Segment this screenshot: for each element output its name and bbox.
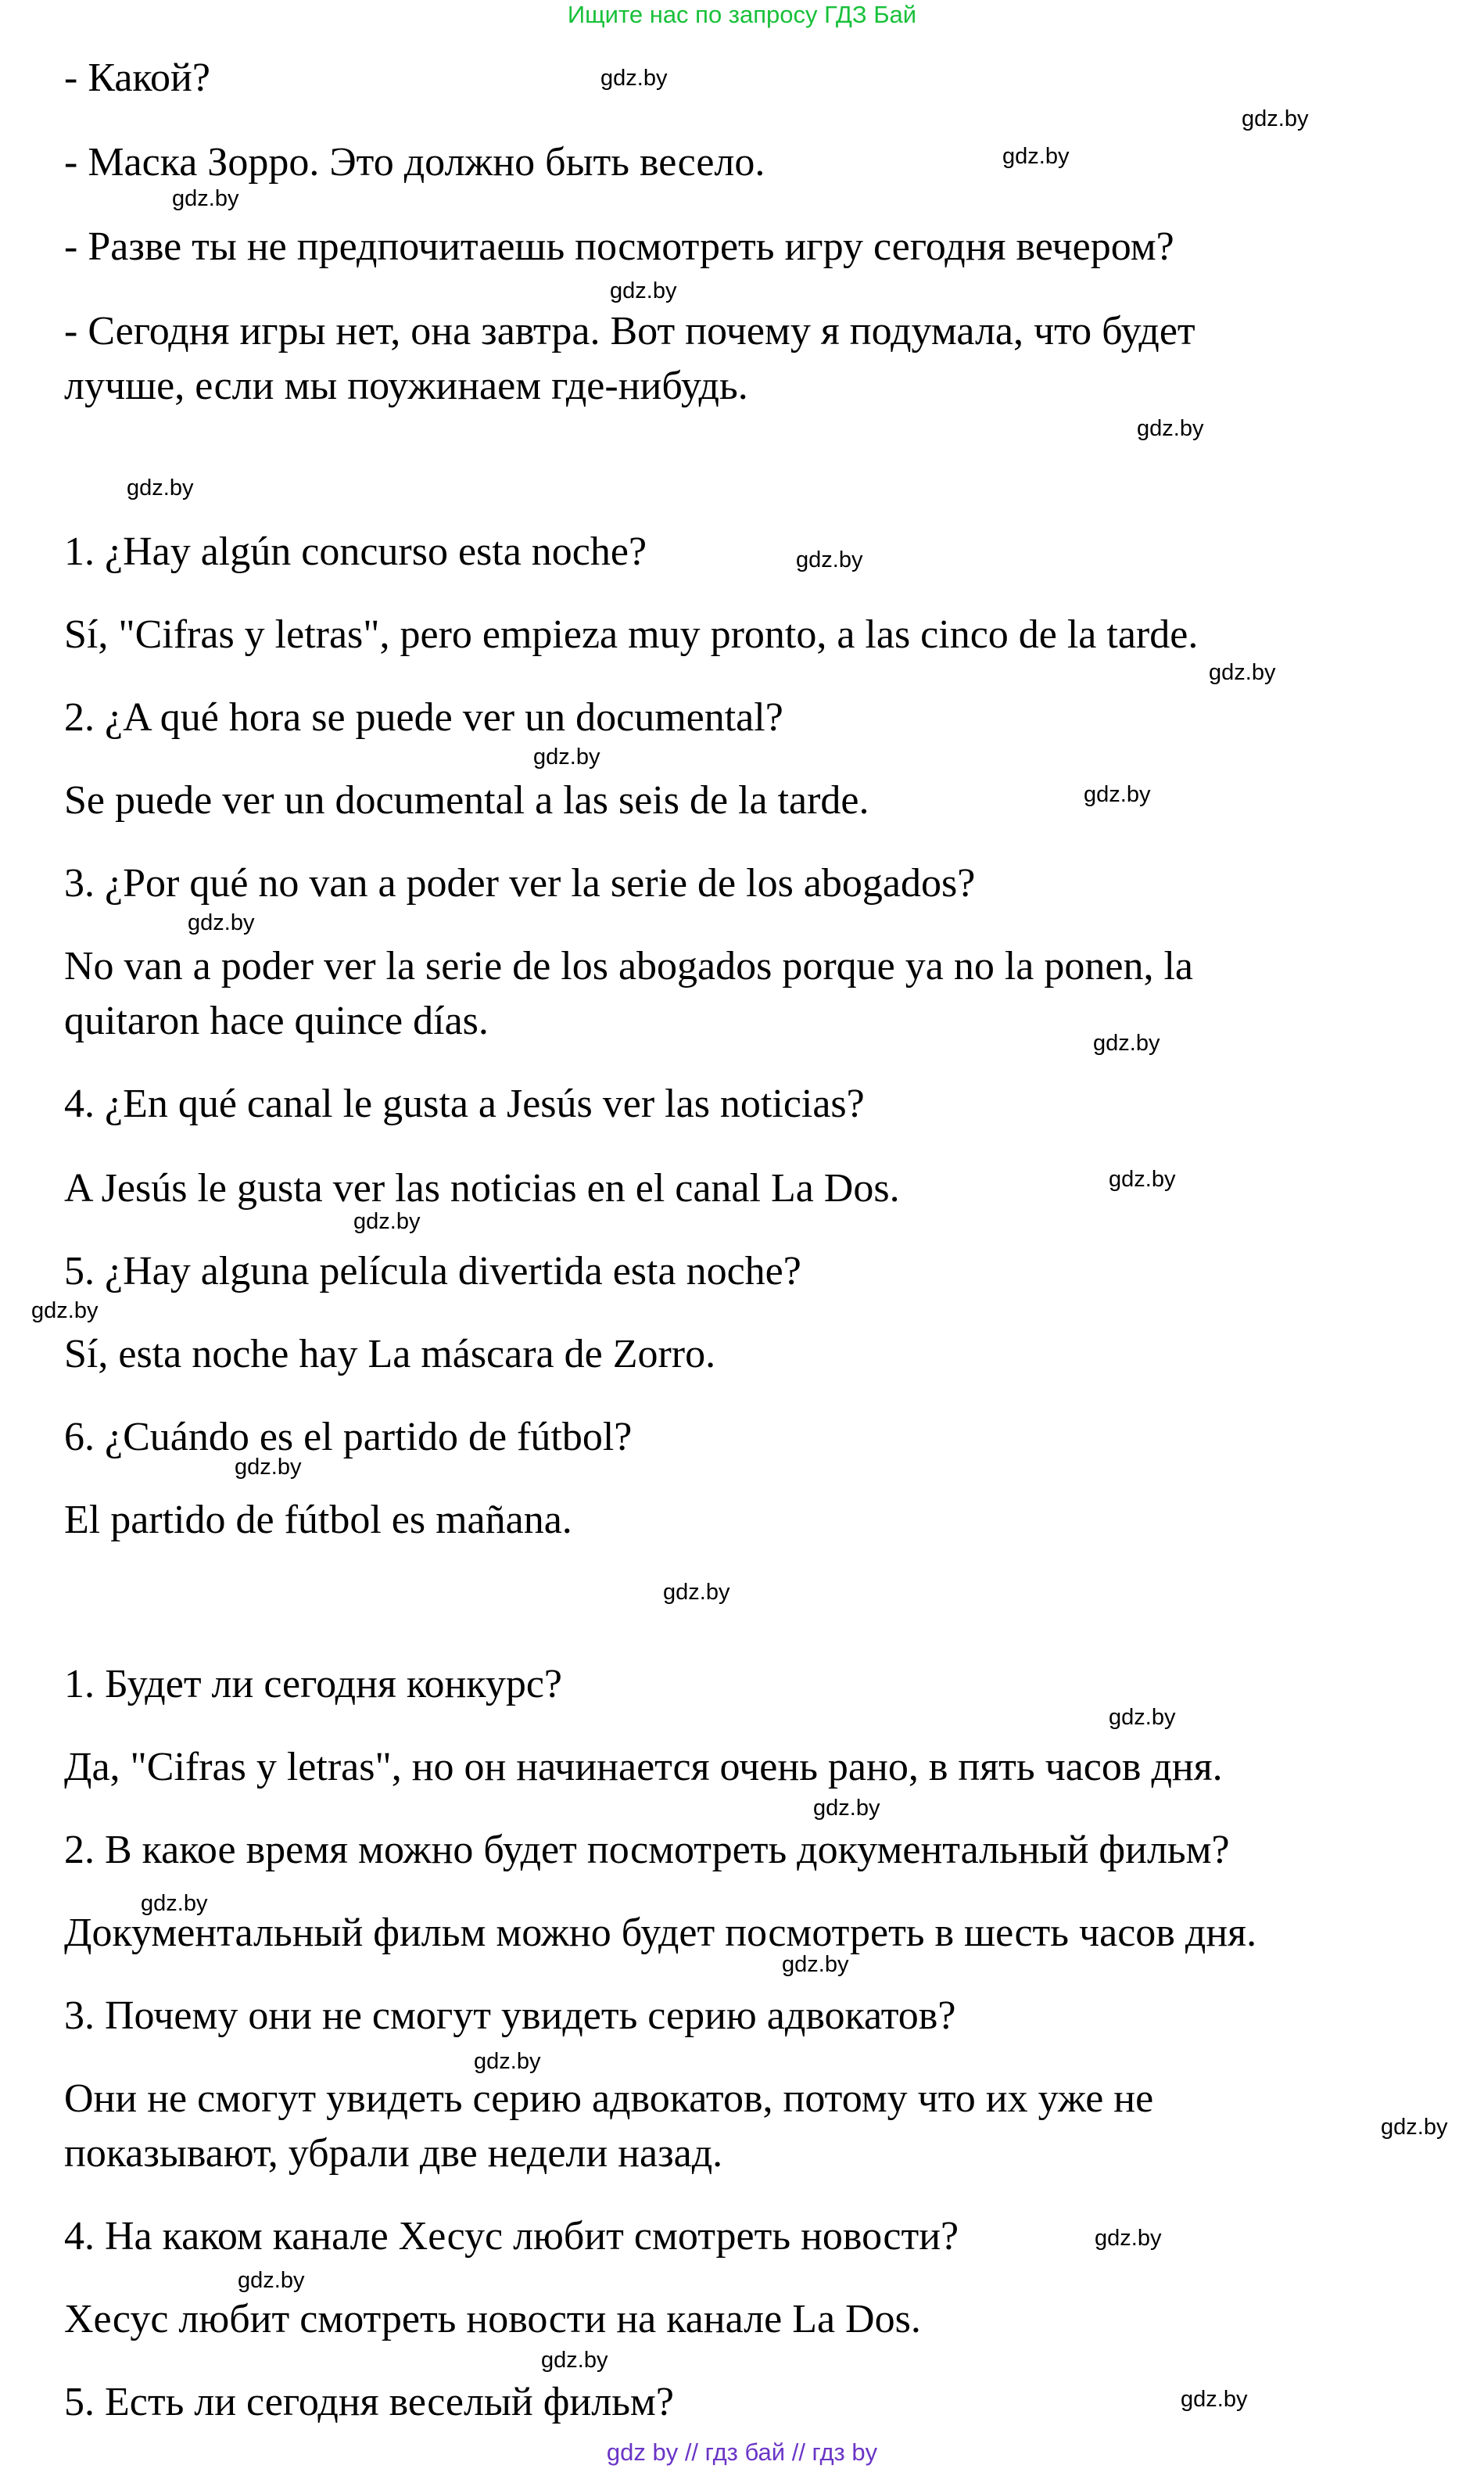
spanish-question: 6. ¿Cuándo es el partido de fútbol? bbox=[64, 1415, 633, 1459]
russian-question: 5. Есть ли сегодня веселый фильм? bbox=[64, 2380, 674, 2424]
watermark: gdz.by bbox=[238, 2268, 305, 2293]
watermark: gdz.by bbox=[533, 745, 600, 770]
watermark: gdz.by bbox=[1002, 144, 1070, 169]
russian-question: 2. В какое время можно будет посмотреть документальный фильм? bbox=[64, 1828, 1230, 1872]
watermark: gdz.by bbox=[31, 1298, 99, 1323]
watermark: gdz.by bbox=[813, 1796, 880, 1821]
watermark: gdz.by bbox=[127, 475, 194, 501]
russian-question: 4. На каком канале Хесус любит смотреть новости? bbox=[64, 2214, 959, 2259]
watermark: gdz.by bbox=[1084, 782, 1151, 807]
spanish-answer: Se puede ver un documental a las seis de la tarde. bbox=[64, 778, 869, 823]
watermark: gdz.by bbox=[600, 66, 668, 91]
watermark: gdz.by bbox=[663, 1580, 730, 1605]
dialog-line: - Какой? bbox=[64, 56, 210, 100]
watermark: gdz.by bbox=[782, 1952, 849, 1977]
watermark: gdz.by bbox=[1109, 1167, 1176, 1192]
watermark: gdz.by bbox=[1095, 2226, 1162, 2251]
watermark: gdz.by bbox=[1209, 660, 1276, 685]
spanish-question: 5. ¿Hay alguna película divertida esta noche? bbox=[64, 1249, 801, 1294]
spanish-question: 4. ¿En qué canal le gusta a Jesús ver las noticias? bbox=[64, 1082, 865, 1126]
watermark: gdz.by bbox=[1242, 106, 1309, 131]
russian-answer: Хесус любит смотреть новости на канале La Dos. bbox=[64, 2297, 921, 2341]
spanish-answer: Sí, esta noche hay La máscara de Zorro. bbox=[64, 1332, 716, 1376]
spanish-answer: Sí, "Cifras y letras", pero empieza muy pronto, a las cinco de la tarde. bbox=[64, 612, 1199, 657]
spanish-question: 3. ¿Por qué no van a poder ver la serie de los abogados? bbox=[64, 861, 976, 906]
header-banner: Ищите нас по запросу ГДЗ Бай bbox=[567, 1, 917, 28]
russian-answer: Документальный фильм можно будет посмотреть в шесть часов дня. bbox=[64, 1911, 1257, 1955]
watermark: gdz.by bbox=[474, 2049, 541, 2074]
watermark: gdz.by bbox=[610, 278, 677, 303]
russian-question: 1. Будет ли сегодня конкурс? bbox=[64, 1662, 562, 1706]
watermark: gdz.by bbox=[172, 186, 239, 211]
spanish-question: 1. ¿Hay algún concurso esta noche? bbox=[64, 529, 647, 574]
russian-answer: показывают, убрали две недели назад. bbox=[64, 2131, 723, 2176]
watermark: gdz.by bbox=[235, 1455, 302, 1480]
russian-question: 3. Почему они не смогут увидеть серию адвокатов? bbox=[64, 1993, 956, 2038]
russian-answer: Да, "Cifras y letras", но он начинается очень рано, в пять часов дня. bbox=[64, 1745, 1223, 1789]
spanish-answer: quitaron hace quince días. bbox=[64, 999, 489, 1043]
watermark: gdz.by bbox=[796, 547, 863, 572]
dialog-line: - Сегодня игры нет, она завтра. Вот почему я подумала, что будет bbox=[64, 309, 1195, 353]
watermark: gdz.by bbox=[353, 1209, 421, 1234]
spanish-answer: El partido de fútbol es mañana. bbox=[64, 1498, 572, 1542]
footer-banner: gdz by // гдз бай // гдз by bbox=[606, 2438, 878, 2466]
dialog-line: - Разве ты не предпочитаешь посмотреть игру сегодня вечером? bbox=[64, 224, 1174, 269]
spanish-question: 2. ¿A qué hora se puede ver un documental? bbox=[64, 695, 783, 740]
spanish-answer: No van a poder ver la serie de los abogados porque ya no la ponen, la bbox=[64, 944, 1193, 989]
spanish-answer: A Jesús le gusta ver las noticias en el canal La Dos. bbox=[64, 1166, 900, 1211]
dialog-line: - Маска Зорро. Это должно быть весело. bbox=[64, 140, 765, 185]
watermark: gdz.by bbox=[1093, 1031, 1160, 1056]
dialog-line: лучше, если мы поужинаем где-нибудь. bbox=[64, 364, 748, 408]
watermark: gdz.by bbox=[188, 910, 255, 935]
watermark: gdz.by bbox=[141, 1891, 208, 1916]
watermark: gdz.by bbox=[541, 2348, 608, 2373]
watermark: gdz.by bbox=[1137, 416, 1204, 441]
russian-answer: Они не смогут увидеть серию адвокатов, потому что их уже не bbox=[64, 2076, 1154, 2121]
watermark: gdz.by bbox=[1181, 2387, 1248, 2412]
watermark: gdz.by bbox=[1381, 2115, 1448, 2140]
watermark: gdz.by bbox=[1109, 1705, 1176, 1730]
